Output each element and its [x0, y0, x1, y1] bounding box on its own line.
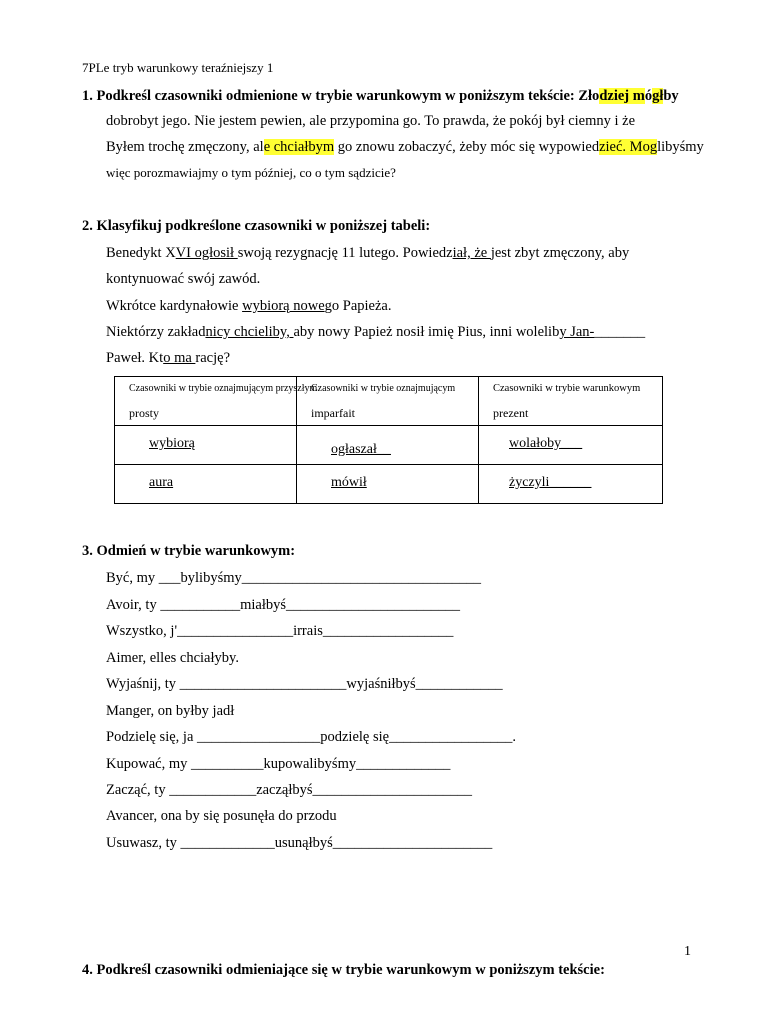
table-header-cell: Czasowniki w trybie oznajmującym imparfait [297, 377, 479, 426]
table-header-cell: Czasowniki w trybie warunkowym prezent [479, 377, 663, 426]
q2-line-4: Niektórzy zakładnicy chcieliby, aby nowy Papież nosił imię Pius, inni woleliby Jan-_______ [106, 324, 646, 340]
q3-line: Avoir, ty ___________miałbyś________________________ [106, 597, 460, 613]
table-row [115, 465, 663, 504]
table-cell: aura [115, 465, 297, 504]
q2-line-5: Paweł. Kto ma rację? [106, 350, 231, 366]
table-cell: życzyli______ [479, 465, 663, 504]
q1-heading: 1. Podkreśl czasowniki odmienione w trybie warunkowym w poniższym tekście: Złodziej mógłby [82, 88, 679, 104]
q3-line: Być, my ___bylibyśmy_________________________________ [106, 570, 481, 586]
q3-line: Avancer, ona by się posunęła do przodu [106, 808, 337, 824]
table-header-row [115, 377, 663, 426]
q3-line: Podzielę się, ja _________________podzielę się_________________. [106, 729, 516, 745]
q2-heading: 2. Klasyfikuj podkreślone czasowniki w poniższej tabeli: [82, 218, 431, 234]
table-header-cell: Czasowniki w trybie oznajmującym przyszłym prosty [115, 377, 297, 426]
q3-line: Aimer, elles chciałyby. [106, 650, 239, 666]
q2-line-2: kontynuować swój zawód. [106, 271, 261, 287]
table-cell: wolałoby___ [479, 426, 663, 465]
document-header: 7PLe tryb warunkowy teraźniejszy 1 [82, 60, 274, 75]
q1-line-2: dobrobyt jego. Nie jestem pewien, ale przypomina go. To prawda, że pokój był ciemny i że [106, 113, 636, 129]
q2-line-1: Benedykt XVI ogłosił swoją rezygnację 11 lutego. Powiedział, że jest zbyt zmęczony, aby [106, 245, 630, 261]
q3-line: Zacząć, ty ____________zacząłbyś______________________ [106, 782, 473, 798]
q3-line: Wszystko, j'________________irrais__________________ [106, 623, 454, 639]
page-number: 1 [684, 944, 691, 959]
q3-line: Kupować, my __________kupowalibyśmy_____________ [106, 756, 451, 772]
table-cell: mówił [297, 465, 479, 504]
q3-line: Usuwasz, ty _____________usunąłbyś______________________ [106, 835, 493, 851]
q2-line-3: Wkrótce kardynałowie wybiorą nowego Papieża. [106, 298, 392, 314]
table-row [115, 426, 663, 465]
q1-line-4: więc porozmawiajmy o tym później, co o tym sądzicie? [106, 165, 396, 180]
q3-line: Manger, on byłby jadł [106, 703, 235, 719]
q1-line-3: Byłem trochę zmęczony, ale chciałbym go znowu zobaczyć, żeby móc się wypowiedzieć. Moglibyśmy [106, 139, 704, 155]
table-cell: ogłaszał__ [297, 426, 479, 465]
classification-table [114, 376, 663, 504]
q3-line: Wyjaśnij, ty _______________________wyjaśniłbyś____________ [106, 676, 503, 692]
q4-heading: 4. Podkreśl czasowniki odmieniające się w trybie warunkowym w poniższym tekście: [82, 962, 605, 978]
q3-heading: 3. Odmień w trybie warunkowym: [82, 543, 296, 559]
table-cell: wybiorą [115, 426, 297, 465]
